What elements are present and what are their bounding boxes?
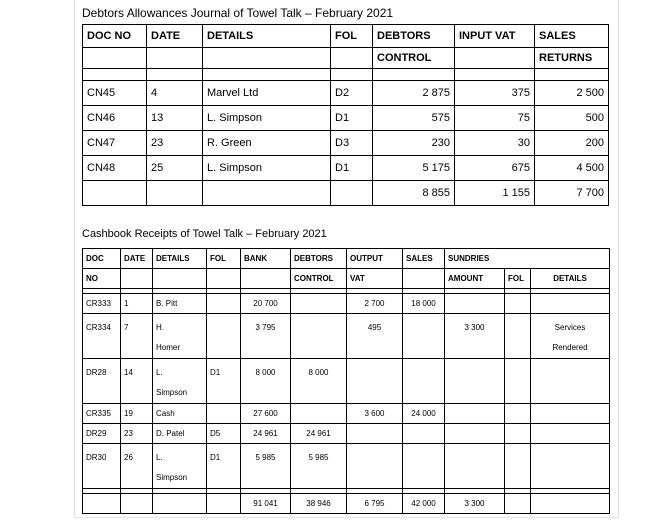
total-debtors: 38 946 [291,494,347,514]
details-cell: R. Green [203,131,331,156]
sundries-fol-cell [505,314,531,359]
journal-header-row [83,25,609,48]
doc-cell: CN46 [83,106,147,131]
details-cell: L. Simpson [203,106,331,131]
sundries-details-cell [531,294,610,314]
table-row [83,294,610,314]
doc-cell: CN47 [83,131,147,156]
sales-cell [403,359,445,404]
vat-cell: 2 700 [347,294,403,314]
amount-cell: 3 300 [445,314,505,359]
fol-cell [207,314,241,359]
bank-cell: 5 985 [241,444,291,489]
details-cell: D. Patel [153,424,207,444]
debtors-cell [291,404,347,424]
fol-cell: D5 [207,424,241,444]
table-row [83,156,609,181]
doc-cell: CR333 [83,294,121,314]
sales-cell: 18 000 [403,294,445,314]
details-cell: Cash [153,404,207,424]
sundries-fol-cell [505,444,531,489]
debtors-cell: 575 [373,106,455,131]
details-cell [153,444,207,489]
cashbook-header-row-2 [83,269,610,289]
cashbook-title: Cashbook Receipts of Towel Talk – February 2021 [82,228,327,240]
amount-cell [445,294,505,314]
sales-cell [403,314,445,359]
sundries-details-line-2: Rendered [552,343,588,352]
journal-title: Debtors Allowances Journal of Towel Talk – February 2021 [82,6,394,20]
sales-cell: 24 000 [403,404,445,424]
date-cell: 7 [121,314,153,359]
header-no: NO [83,269,121,289]
bank-cell: 20 700 [241,294,291,314]
debtors-cell: 5 985 [291,444,347,489]
details-line-1: L. [156,453,163,462]
doc-cell: CN48 [83,156,147,181]
total-sales: 7 700 [535,181,609,206]
table-row [83,106,609,131]
debtors-cell: 5 175 [373,156,455,181]
header-vat: VAT [347,269,403,289]
cashbook-receipts-table [82,248,610,514]
table-row [83,404,610,424]
sundries-details-cell [531,404,610,424]
details-cell: B. Pitt [153,294,207,314]
header-debtors: DEBTORS [291,249,347,269]
vat-cell: 675 [455,156,535,181]
date-cell: 23 [147,131,203,156]
bank-cell: 8 000 [241,359,291,404]
header-debtors: DEBTORS [373,25,455,48]
header-sundries-details: DETAILS [531,269,610,289]
details-line-2: Simpson [156,388,188,397]
sundries-details-cell [531,444,610,489]
fol-cell: D3 [331,131,373,156]
vat-cell [347,444,403,489]
total-bank: 91 041 [241,494,291,514]
header-details: DETAILS [203,25,331,48]
fol-cell [207,294,241,314]
header-date: DATE [121,249,153,269]
date-cell: 4 [147,81,203,106]
bank-cell: 24 961 [241,424,291,444]
fol-cell: D1 [207,359,241,404]
doc-cell: CR334 [83,314,121,359]
page-border-left [74,0,75,518]
totals-row [83,494,610,514]
amount-cell [445,444,505,489]
date-cell: 14 [121,359,153,404]
fol-cell: D1 [331,106,373,131]
sundries-details-cell [531,314,610,359]
debtors-cell [291,294,347,314]
details-cell [153,359,207,404]
header-date: DATE [147,25,203,48]
total-vat: 1 155 [455,181,535,206]
vat-cell: 30 [455,131,535,156]
header-doc: DOC [83,249,121,269]
doc-cell: DR28 [83,359,121,404]
details-line-2: Simpson [156,473,188,482]
debtors-cell: 8 000 [291,359,347,404]
sales-cell: 200 [535,131,609,156]
doc-cell: CN45 [83,81,147,106]
sales-cell: 2 500 [535,81,609,106]
date-cell: 25 [147,156,203,181]
table-row [83,444,610,489]
header-fol: FOL [207,249,241,269]
sundries-fol-cell [505,424,531,444]
cashbook-header-row [83,249,610,269]
header-bank: BANK [241,249,291,269]
total-vat: 6 795 [347,494,403,514]
header-control: CONTROL [373,48,455,69]
sundries-fol-cell [505,294,531,314]
total-amount: 3 300 [445,494,505,514]
header-returns: RETURNS [535,48,609,69]
debtors-cell: 2 875 [373,81,455,106]
header-sales: SALES [403,249,445,269]
sales-cell [403,424,445,444]
table-row [83,81,609,106]
date-cell: 19 [121,404,153,424]
header-details: DETAILS [153,249,207,269]
sundries-details-cell [531,424,610,444]
header-control: CONTROL [291,269,347,289]
details-cell: Marvel Ltd [203,81,331,106]
details-line-1: L. [156,368,163,377]
header-fol: FOL [331,25,373,48]
date-cell: 1 [121,294,153,314]
details-cell [153,314,207,359]
header-sundries: SUNDRIES [445,249,610,269]
header-amount: AMOUNT [445,269,505,289]
table-row [83,424,610,444]
sundries-fol-cell [505,359,531,404]
date-cell: 13 [147,106,203,131]
bank-cell: 3 795 [241,314,291,359]
details-line-2: Homer [156,343,181,352]
table-row [83,131,609,156]
header-sales: SALES [535,25,609,48]
vat-cell: 3 600 [347,404,403,424]
sundries-details-cell [531,359,610,404]
total-sales: 42 000 [403,494,445,514]
amount-cell [445,359,505,404]
fol-cell: D1 [331,156,373,181]
amount-cell [445,404,505,424]
debtors-cell [291,314,347,359]
header-input-vat: INPUT VAT [455,25,535,48]
header-doc-no: DOC NO [83,25,147,48]
journal-header-row-2 [83,48,609,69]
vat-cell [347,359,403,404]
vat-cell [347,424,403,444]
vat-cell: 375 [455,81,535,106]
fol-cell [207,404,241,424]
table-row [83,314,610,359]
details-cell: L. Simpson [203,156,331,181]
table-row [83,359,610,404]
sales-cell [403,444,445,489]
sales-cell: 4 500 [535,156,609,181]
fol-cell: D2 [331,81,373,106]
bank-cell: 27 600 [241,404,291,424]
doc-cell: DR30 [83,444,121,489]
vat-cell: 495 [347,314,403,359]
sundries-fol-cell [505,404,531,424]
page-border-bottom [74,517,619,518]
details-line-1: H. [156,323,164,332]
totals-row [83,181,609,206]
date-cell: 26 [121,444,153,489]
header-sundries-fol: FOL [505,269,531,289]
sales-cell: 500 [535,106,609,131]
total-debtors: 8 855 [373,181,455,206]
date-cell: 23 [121,424,153,444]
vat-cell: 75 [455,106,535,131]
page-border-right [618,0,619,518]
header-output: OUTPUT [347,249,403,269]
debtors-cell: 24 961 [291,424,347,444]
doc-cell: DR29 [83,424,121,444]
sundries-details-line-1: Services [554,323,586,332]
debtors-cell: 230 [373,131,455,156]
doc-cell: CR335 [83,404,121,424]
amount-cell [445,424,505,444]
fol-cell: D1 [207,444,241,489]
debtors-allowances-journal-table [82,24,609,206]
